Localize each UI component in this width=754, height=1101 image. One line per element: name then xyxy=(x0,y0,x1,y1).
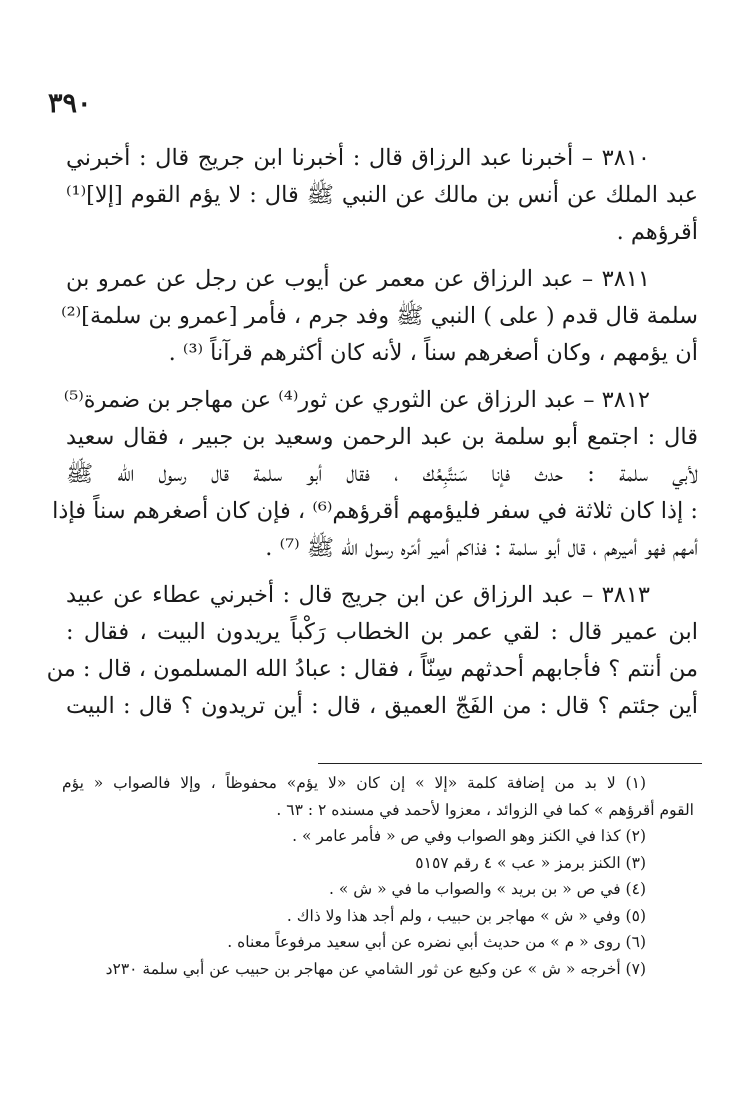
footnote-line: (٤) في ص « بن بريد » والصواب ما في « ش » . xyxy=(329,880,646,898)
text-line: ٣٨١٣ – عبد الرزاق عن ابن جريج قال : أخبرني عطاء عن عبيد xyxy=(66,582,650,608)
footnote-4 xyxy=(62,876,702,903)
footnotes xyxy=(62,770,702,982)
footnote-line: (٢) كذا في الكنز وهو الصواب وفي ص « فأمر عامر » . xyxy=(292,827,646,845)
text-line: أن يؤمهم ، وكان أصغرهم سناً ، لأنه كان أكثرهم قرآناً ⁽³⁾ . xyxy=(168,340,698,366)
hadith-3811 xyxy=(61,261,698,372)
text-line: ٣٨١٠ – أخبرنا عبد الرزاق قال : أخبرنا ابن جريج قال : أخبرني xyxy=(66,145,650,171)
footnote-line: (١) لا بد من إضافة كلمة «إلا » إن كان «لا يؤم» محفوظاً ، وإلا فالصواب « يؤم xyxy=(62,774,646,792)
hadith-3810 xyxy=(66,140,698,251)
hadith-3812 xyxy=(52,382,699,567)
text-line: : إذا كان ثلاثة في سفر فليؤمهم أقرؤهم⁽⁶⁾ ، فإن كان أصغرهم سناً فإذا xyxy=(52,498,698,524)
footnote-line: (٧) أخرجه « ش » عن وكيع عن ثور الشامي عن مهاجر بن حبيب عن أبي سلمة ٢٣٠د xyxy=(105,959,646,978)
text-line: من أنتم ؟ فأجابهم أحدثهم سِنّاً ، فقال : عبادُ الله المسلمون ، قال : من xyxy=(46,656,698,682)
text-line: أمهم فهو أميرهم ، قال أبو سلمة : فذاكم أمير أمّره رسول الله ﷺ ⁽⁷⁾ . xyxy=(265,535,698,561)
footnote-divider xyxy=(318,763,702,764)
text-line: ابن عمير قال : لقي عمر بن الخطاب رَكْباً يريدون البيت ، فقال : xyxy=(66,619,698,645)
footnote-3 xyxy=(62,850,702,877)
text-line: ٣٨١١ – عبد الرزاق عن معمر عن أيوب عن رجل عن عمرو بن xyxy=(66,266,650,292)
text-line: لأبي سلمة : حدث فإنا سَنتَّبِعُك ، فقال أبو سلمة قال رسول الله ﷺ xyxy=(66,461,698,487)
footnote-7 xyxy=(62,956,702,983)
hadith-3813 xyxy=(46,577,698,725)
footnote-line: (٥) وفي « ش » مهاجر بن حبيب ، ولم أجد هذا ولا ذاك . xyxy=(286,906,646,925)
page-number: ٣٩٠ xyxy=(48,88,92,119)
footnote-1 xyxy=(62,770,702,823)
footnote-line: (٦) روى « م » من حديث أبي نضره عن أبي سعيد مرفوعاً معناه . xyxy=(227,933,646,951)
text-line: سلمة قال قدم ( على ) النبي ﷺ وفد جرم ، فأمر [عمرو بن سلمة]⁽²⁾ xyxy=(61,303,698,329)
footnote-6 xyxy=(62,929,702,956)
text-line: قال : اجتمع أبو سلمة بن عبد الرحمن وسعيد بن جبير ، فقال سعيد xyxy=(66,424,699,450)
text-line: أقرؤهم . xyxy=(616,219,698,245)
footnote-line: (٣) الكنز برمز « عب » ٤ رقم ٥١٥٧ xyxy=(415,853,646,872)
footnote-line: القوم أقرؤهم » كما في الزوائد ، معزوا لأحمد في مسنده ٢ : ٦٣ . xyxy=(276,800,694,819)
footnote-2 xyxy=(62,823,702,850)
text-line: أين جئتم ؟ قال : من الفَجّ العميق ، قال : أين تريدون ؟ قال : البيت xyxy=(66,693,698,719)
text-line: ٣٨١٢ – عبد الرزاق عن الثوري عن ثور⁽⁴⁾ عن مهاجر بن ضمرة⁽⁵⁾ xyxy=(63,387,650,413)
footnote-5 xyxy=(62,903,702,930)
main-text xyxy=(46,140,699,725)
text-line: عبد الملك عن أنس بن مالك عن النبي ﷺ قال : لا يؤم القوم [إلا]⁽¹⁾ xyxy=(66,182,698,208)
